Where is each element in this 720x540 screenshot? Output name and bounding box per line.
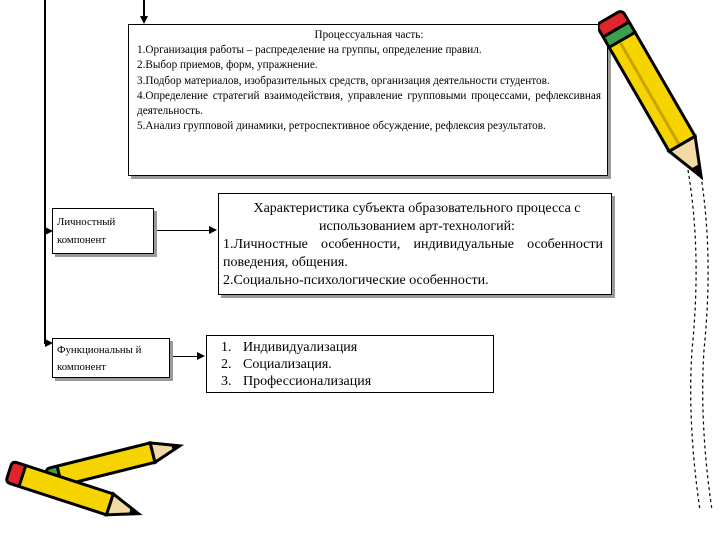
pencil-icon-bottom-left-2 (0, 452, 150, 532)
dashed-decoration (676, 170, 720, 510)
subject-item: 1.Личностные особенности, индивидуальные особенности поведения, общения. (223, 237, 603, 270)
process-item: 4.Определение стратегий взаимодействия, управление групповыми процессами, рефлексивная деятельность. (137, 89, 601, 118)
process-item: 2.Выбор приемов, форм, упражнение. (137, 59, 318, 72)
process-part-box (128, 24, 608, 176)
stages-list (213, 339, 487, 390)
process-item: 5.Анализ групповой динамики, ретроспективное обсуждение, рефлексия результатов. (137, 120, 546, 133)
personal-component-box (52, 208, 154, 254)
stage-item: 2. Социализация. (235, 356, 487, 373)
subject-characteristics-box (218, 193, 612, 295)
stages-box (206, 335, 494, 393)
functional-to-stages-line (170, 356, 198, 357)
functional-component-box (52, 338, 170, 378)
functional-to-stages-head (197, 352, 205, 360)
top-arrow-head (140, 16, 148, 24)
functional-component-label: Функциональны й компонент (57, 344, 142, 373)
subject-item: 2.Социально-психологические особенности. (223, 273, 489, 288)
process-part-title: Процессуальная часть: (314, 29, 424, 41)
personal-component-label: Личностный компонент (57, 216, 116, 246)
stage-item: 3. Профессионализация (235, 373, 487, 390)
process-item: 3.Подбор материалов, изобразительных средств, организация деятельности студентов. (137, 74, 550, 87)
stage-item: 1. Индивидуализация (235, 339, 487, 356)
main-connector-line (44, 0, 46, 344)
personal-to-subject-line (154, 230, 210, 231)
process-item: 1.Организация работы – распределение на группы, определение правил. (137, 44, 482, 57)
personal-to-subject-head (209, 226, 217, 234)
subject-title: Характеристика субъекта образовательного процесса с использованием арт-технологий: (253, 201, 581, 234)
